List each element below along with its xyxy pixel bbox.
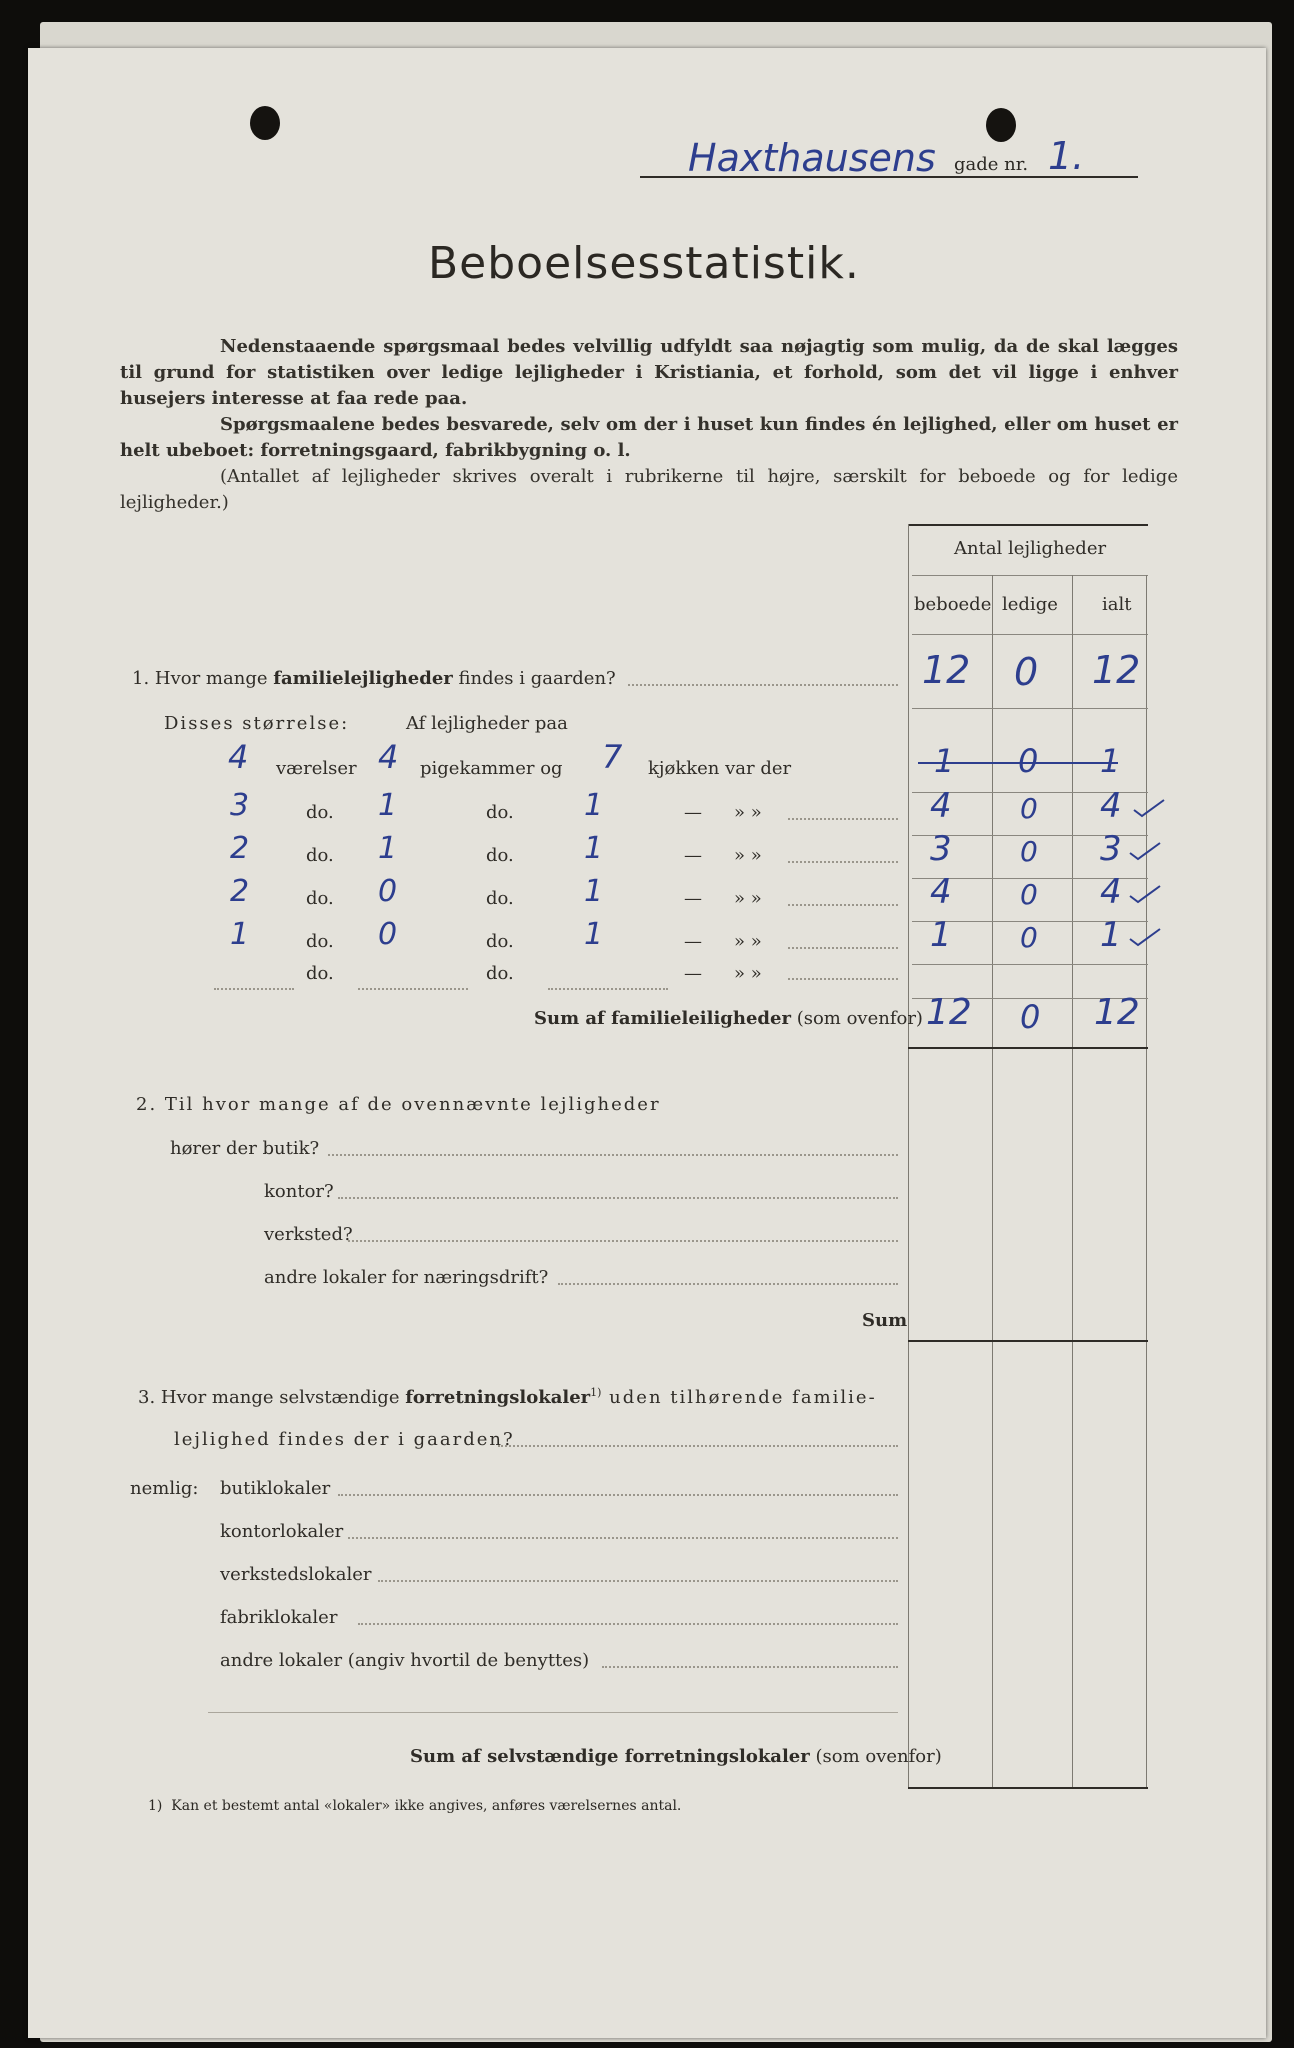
row-quote: » »: [734, 888, 762, 909]
q3-sum-rule: [908, 1787, 1148, 1789]
row-vaer: 3: [230, 788, 250, 823]
q1-sum-label: Sum af familieleiligheder (som ovenfor): [534, 1008, 923, 1029]
row-ledige: 0: [1020, 835, 1038, 868]
q2-butik: hører der butik?: [170, 1138, 320, 1159]
row-do-pige: do.: [486, 845, 514, 866]
row-beboede: 3: [930, 829, 952, 869]
strike-line: [918, 762, 1118, 764]
blank-line: [214, 988, 294, 990]
row-ialt: 1: [1100, 915, 1122, 955]
q3-sum-label: Sum af selvstændige forretningslokaler (som ovenfor): [410, 1746, 942, 1767]
row-dash: —: [684, 931, 702, 952]
row-do-pige: do.: [486, 888, 514, 909]
row-quote: » »: [734, 845, 762, 866]
row-do-vaer: do.: [306, 963, 334, 984]
form-sheet: [28, 48, 1266, 2038]
row-do-pige: do.: [486, 963, 514, 984]
q1-sum-ledige: 0: [1020, 998, 1041, 1036]
row-rule: [912, 708, 1148, 709]
check-mark-icon: [1128, 839, 1162, 861]
col-pigekammer: pigekammer og: [420, 758, 563, 779]
footnote: 1) Kan et bestemt antal «lokaler» ikke angives, anføres værelsernes antal.: [148, 1798, 682, 1814]
intro-paragraph-3: (Antallet af lejligheder skrives overalt i rubrikerne til højre, særskilt for beboede og for ledige lejligheder.): [120, 466, 1178, 513]
check-mark-icon: [1128, 882, 1162, 904]
hdr-beboede: 1: [934, 742, 955, 780]
q2-kontor: kontor?: [264, 1181, 334, 1202]
row-dash: —: [684, 802, 702, 823]
row-ledige: 0: [1020, 878, 1038, 911]
row-pige: 0: [378, 917, 398, 952]
row-quote: » »: [734, 963, 762, 984]
leader-dots: [788, 978, 898, 980]
row-do-vaer: do.: [306, 931, 334, 952]
leader-dots: [788, 904, 898, 906]
q3-butiklokaler: butiklokaler: [220, 1478, 331, 1499]
table-header-rule: [912, 575, 1148, 576]
intro-paragraph-2: Spørgsmaalene bedes besvarede, selv om der i huset kun findes én lejlighed, eller om huset er helt ubeboet: forretningsgaard, fabrikbygning o. l.: [120, 414, 1178, 461]
q1-sum-rule: [908, 1047, 1148, 1049]
gade-nr-label: gade nr.: [954, 154, 1029, 175]
q2-sum: Sum: [862, 1310, 908, 1331]
q2-sum-rule: [908, 1340, 1148, 1342]
leader-dots: [788, 818, 898, 820]
leader-dots: [498, 1445, 898, 1447]
leader-dots: [348, 1240, 898, 1242]
q1-sum-ialt: 12: [1094, 992, 1140, 1033]
street-name: Haxthausens: [688, 136, 936, 180]
table-header-bottom-rule: [912, 634, 1148, 635]
q3-fabriklokaler: fabriklokaler: [220, 1607, 338, 1628]
check-mark-icon: [1132, 796, 1166, 818]
kjok-struck: 7: [602, 738, 623, 776]
q3-kontorlokaler: kontorlokaler: [220, 1521, 344, 1542]
row-kjok: 1: [584, 917, 604, 952]
leader-dots: [788, 861, 898, 863]
leader-dots: [348, 1537, 898, 1539]
row-kjok: 1: [584, 788, 604, 823]
q2-verksted: verksted?: [264, 1224, 353, 1245]
row-dash: —: [684, 963, 702, 984]
table-col-line: [1072, 575, 1073, 1789]
col-ledige: ledige: [1002, 594, 1058, 615]
table-left-line: [908, 524, 909, 1789]
vaer-struck: 4: [228, 738, 249, 776]
row-rule: [912, 964, 1148, 965]
q3-divider: [208, 1712, 898, 1713]
row-pige: 0: [378, 874, 398, 909]
leader-dots: [558, 1283, 898, 1285]
leader-dots: [628, 684, 898, 686]
table-col-line: [992, 575, 993, 1789]
row-vaer: 1: [230, 917, 250, 952]
row-vaer: 2: [230, 831, 250, 866]
q3-verkstedslokaler: verkstedslokaler: [220, 1564, 372, 1585]
leader-dots: [378, 1580, 898, 1582]
row-beboede: 1: [930, 915, 952, 955]
table-top-rule: [908, 524, 1148, 526]
row-beboede: 4: [930, 872, 952, 912]
pige-struck: 4: [378, 738, 399, 776]
row-pige: 1: [378, 831, 398, 866]
check-mark-icon: [1128, 925, 1162, 947]
q2-andre: andre lokaler for næringsdrift?: [264, 1267, 549, 1288]
row-ledige: 0: [1020, 792, 1038, 825]
blank-line: [548, 988, 668, 990]
row-do-vaer: do.: [306, 845, 334, 866]
table-right-line: [1146, 575, 1147, 1789]
q1-ialt: 12: [1092, 648, 1141, 692]
row-beboede: 4: [930, 786, 952, 826]
row-ialt: 3: [1100, 829, 1122, 869]
q1-beboede: 12: [922, 648, 971, 692]
row-ialt: 4: [1100, 872, 1122, 912]
q3-andre: andre lokaler (angiv hvortil de benyttes): [220, 1650, 590, 1671]
row-do-vaer: do.: [306, 888, 334, 909]
q2-text: 2. Til hvor mange af de ovennævnte lejligheder: [136, 1094, 661, 1115]
house-number: 1.: [1048, 134, 1085, 178]
leader-dots: [788, 947, 898, 949]
row-quote: » »: [734, 931, 762, 952]
page-title: Beboelsesstatistik.: [428, 238, 860, 289]
q3-text: 3. Hvor mange selvstændige forretningslokaler$^{1)}$ uden tilhørende familie-: [138, 1386, 877, 1408]
q1-sum-beboede: 12: [926, 992, 972, 1033]
row-dash: —: [684, 845, 702, 866]
table-group-header: Antal lejligheder: [954, 538, 1107, 559]
row-vaer: 2: [230, 874, 250, 909]
col-ialt: ialt: [1102, 594, 1132, 615]
hdr-ledige: 0: [1018, 742, 1039, 780]
row-kjok: 1: [584, 831, 604, 866]
row-do-pige: do.: [486, 802, 514, 823]
col-kjokken: kjøkken var der: [648, 758, 792, 779]
leader-dots: [328, 1154, 898, 1156]
leader-dots: [338, 1197, 898, 1199]
blank-line: [358, 988, 468, 990]
row-ialt: 4: [1100, 786, 1122, 826]
q1-ledige: 0: [1014, 650, 1039, 694]
row-ledige: 0: [1020, 921, 1038, 954]
address-underline: [640, 176, 1138, 178]
leader-dots: [602, 1666, 898, 1668]
intro-paragraph-1: Nedenstaaende spørgsmaal bedes velvillig udfyldt saa nøjagtig som mulig, da de skal lægges til grund for statistiken over ledige lejligheder i Kristiania, et forhold, som det vil ligge i enhver husejers interesse at faa rede paa.: [120, 336, 1178, 409]
row-do-pige: do.: [486, 931, 514, 952]
row-pige: 1: [378, 788, 398, 823]
leader-dots: [338, 1494, 898, 1496]
q3-text-2: lejlighed findes der i gaarden?: [174, 1429, 515, 1450]
hdr-ialt: 1: [1100, 742, 1121, 780]
row-dash: —: [684, 888, 702, 909]
q1-text: 1. Hvor mange familielejligheder findes i gaarden?: [132, 668, 616, 689]
nemlig-label: nemlig:: [130, 1478, 199, 1499]
row-quote: » »: [734, 802, 762, 823]
size-label-2: Af lejligheder paa: [406, 713, 568, 734]
size-label: Disses størrelse:: [164, 713, 350, 734]
punch-hole: [986, 108, 1016, 142]
row-kjok: 1: [584, 874, 604, 909]
leader-dots: [358, 1623, 898, 1625]
col-beboede: beboede: [914, 594, 992, 615]
row-do-vaer: do.: [306, 802, 334, 823]
punch-hole: [250, 106, 280, 140]
col-vaerelser: værelser: [276, 758, 357, 779]
